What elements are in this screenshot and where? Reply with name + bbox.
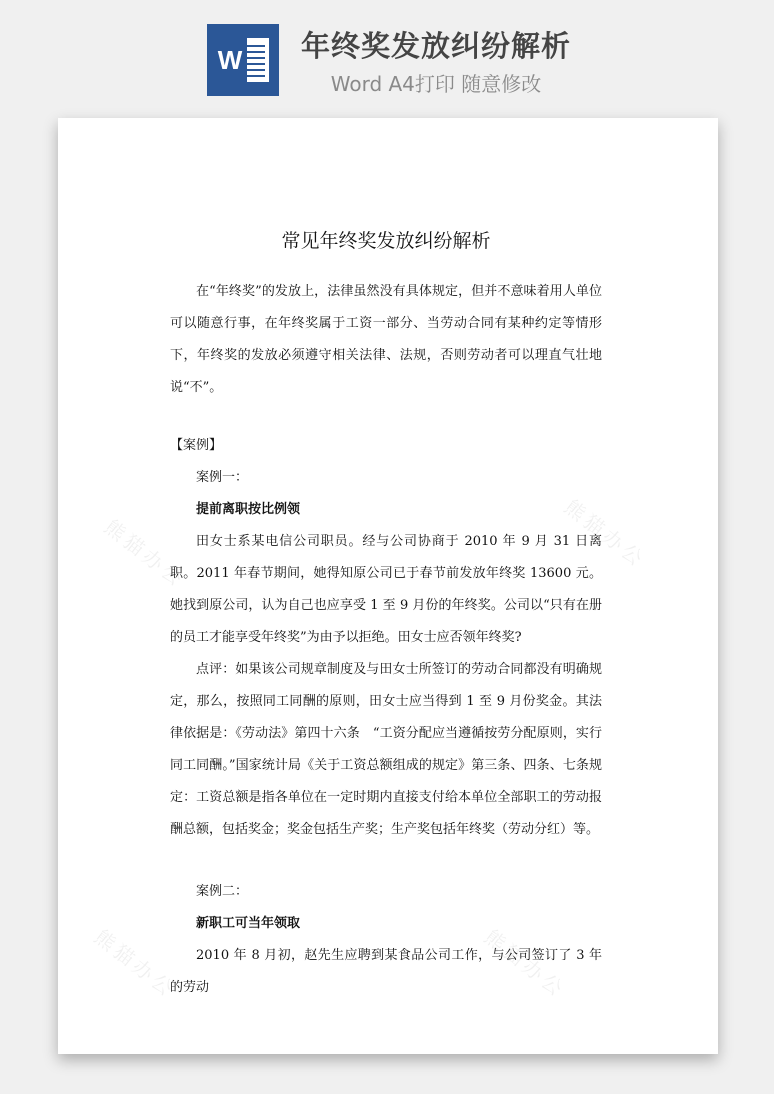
word-document-icon xyxy=(207,24,279,96)
intro-paragraph: 在“年终奖”的发放上，法律虽然没有具体规定，但并不意味着用人单位可以随意行事，在年终奖属于工资一部分、当劳动合同有某种约定等情形下，年终奖的发放必须遵守相关法律、法规，否则劳动者可以理直气壮地说“不”。 xyxy=(170,284,602,395)
header xyxy=(0,0,774,118)
document-title: 常见年终奖发放纠纷解析 xyxy=(281,230,491,252)
page-title: 年终奖发放纠纷解析 xyxy=(300,29,571,63)
case2-heading: 新职工可当年领取 xyxy=(196,916,301,931)
case1-comment: 点评：如果该公司规章制度及与田女士所签订的劳动合同都没有明确规定，那么，按照同工同酬的原则，田女士应当得到 1 至 9 月份奖金。其法律依据是：《劳动法》第四十六条 “工资分配应当遵循按劳分配原则，实行同工同酬。”国家统计局《关于工资总额组成的规定》第三条、四条、七条规定：工资总额是指各单位在一定时期内直接支付给本单位全部职工的劳动报酬总额，包括奖金；奖金包括生产奖；生产奖包括年终奖（劳动分红）等。 xyxy=(170,662,602,837)
case2-label: 案例二： xyxy=(196,884,249,899)
watermark: 熊猫办公 xyxy=(99,514,191,593)
case2-paragraph: 2010 年 8 月初，赵先生应聘到某食品公司工作，与公司签订了 3 年的劳动 xyxy=(170,948,602,995)
case1-label: 案例一： xyxy=(196,470,249,485)
watermark: 熊猫办公 xyxy=(559,494,651,573)
watermark: 熊猫办公 xyxy=(479,924,571,1003)
page-subtitle: Word A4打印 随意修改 xyxy=(330,72,542,96)
document-page xyxy=(58,118,718,1054)
watermark: 熊猫办公 xyxy=(89,924,181,1003)
section-label: 【案例】 xyxy=(170,438,223,453)
case1-heading: 提前离职按比例领 xyxy=(196,502,301,517)
case1-paragraph: 田女士系某电信公司职员。经与公司协商于 2010 年 9 月 31 日离职。2011 年春节期间，她得知原公司已于春节前发放年终奖 13600 元。她找到原公司，认为自己也应享受 1 至 9 月份的年终奖。公司以“只有在册的员工才能享受年终奖”为由予以拒绝。田女士应否领年终奖? xyxy=(170,534,602,645)
word-icon-letter: W xyxy=(217,45,243,75)
document-body xyxy=(170,224,602,1004)
